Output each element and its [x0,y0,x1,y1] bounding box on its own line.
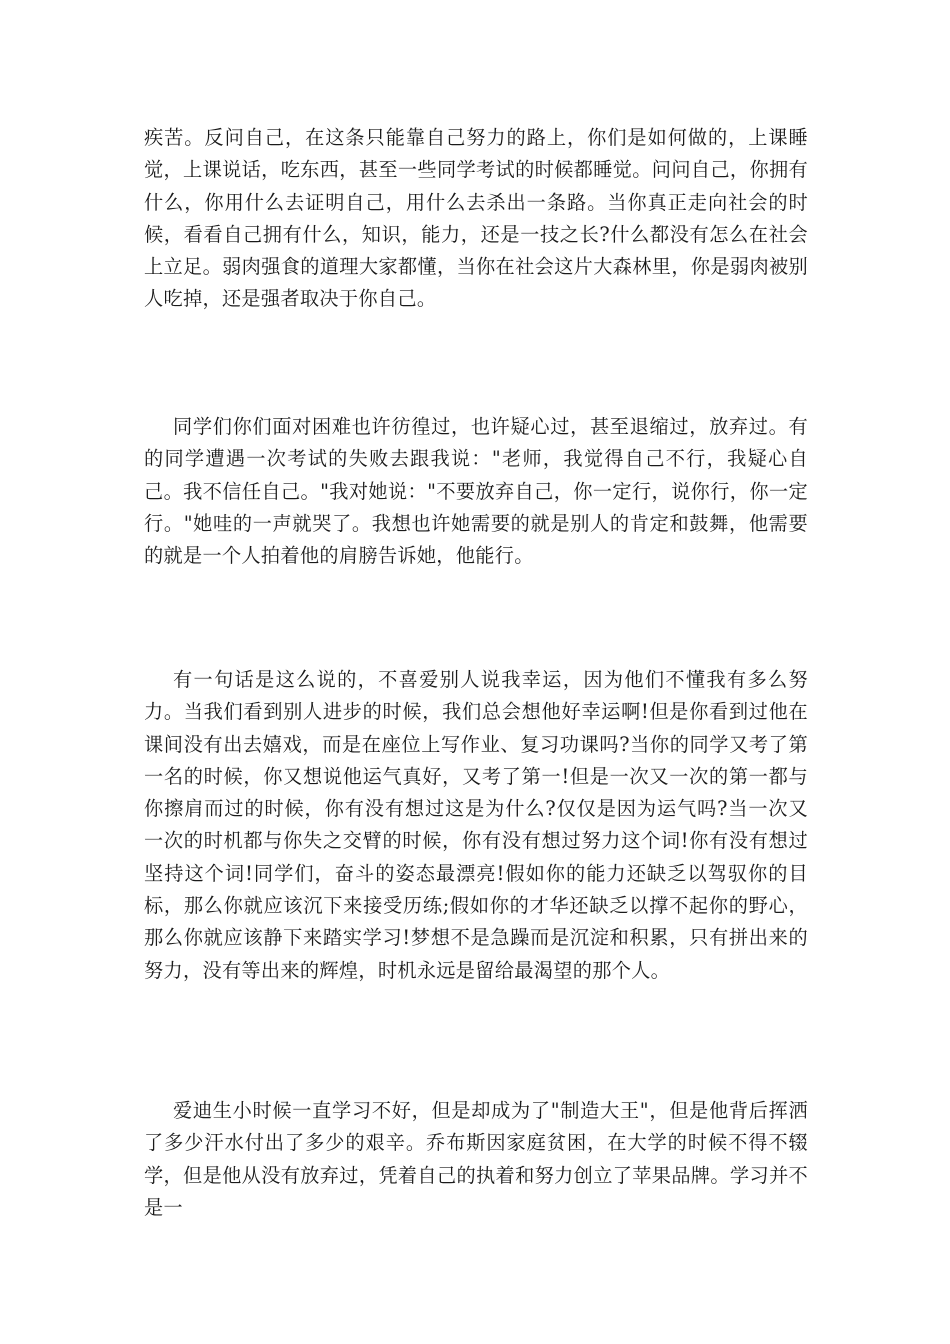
paragraph-1: 疾苦。反问自己，在这条只能靠自己努力的路上，你们是如何做的，上课睡觉，上课说话，吃东西，甚至一些同学考试的时候都睡觉。问问自己，你拥有什么，你用什么去证明自己，用什么去杀出一条路。当你真正走向社会的时候，看看自己拥有什么，知识，能力，还是一技之长?什么都没有怎么在社会上立足。弱肉强食的道理大家都懂，当你在社会这片大森林里，你是弱肉被别人吃掉，还是强者取决于你自己。 [144,126,808,311]
paragraph-3: 有一句话是这么说的，不喜爱别人说我幸运，因为他们不懂我有多么努力。当我们看到别人进步的时候，我们总会想他好幸运啊!但是你看到过他在课间没有出去嬉戏，而是在座位上写作业、复习功课吗?当你的同学又考了第一名的时候，你又想说他运气真好，又考了第一!但是一次又一次的第一都与你擦肩而过的时候，你有没有想过这是为什么?仅仅是因为运气吗?当一次又一次的时机都与你失之交臂的时候，你有没有想过努力这个词!你有没有想过坚持这个词!同学们，奋斗的姿态最漂亮!假如你的能力还缺乏以驾驭你的目标，那么你就应该沉下来接受历练;假如你的才华还缺乏以撑不起你的野心，那么你就应该静下来踏实学习!梦想不是急躁而是沉淀和积累，只有拼出来的努力，没有等出来的辉煌，时机永远是留给最渴望的那个人。 [144,668,808,982]
paragraph-2: 同学们你们面对困难也许彷徨过，也许疑心过，甚至退缩过，放弃过。有的同学遭遇一次考试的失败去跟我说："老师，我觉得自己不行，我疑心自己。我不信任自己。"我对她说："不要放弃自己，你一定行，说你行，你一定行。"她哇的一声就哭了。我想也许她需要的就是别人的肯定和鼓舞，他需要的就是一个人拍着他的肩膀告诉她，他能行。 [144,415,808,568]
paragraph-4: 爱迪生小时候一直学习不好，但是却成为了"制造大王"，但是他背后挥洒了多少汗水付出了多少的艰辛。乔布斯因家庭贫困，在大学的时候不得不辍学，但是他从没有放弃过，凭着自己的执着和努力创立了苹果品牌。学习并不是一 [144,1099,808,1219]
